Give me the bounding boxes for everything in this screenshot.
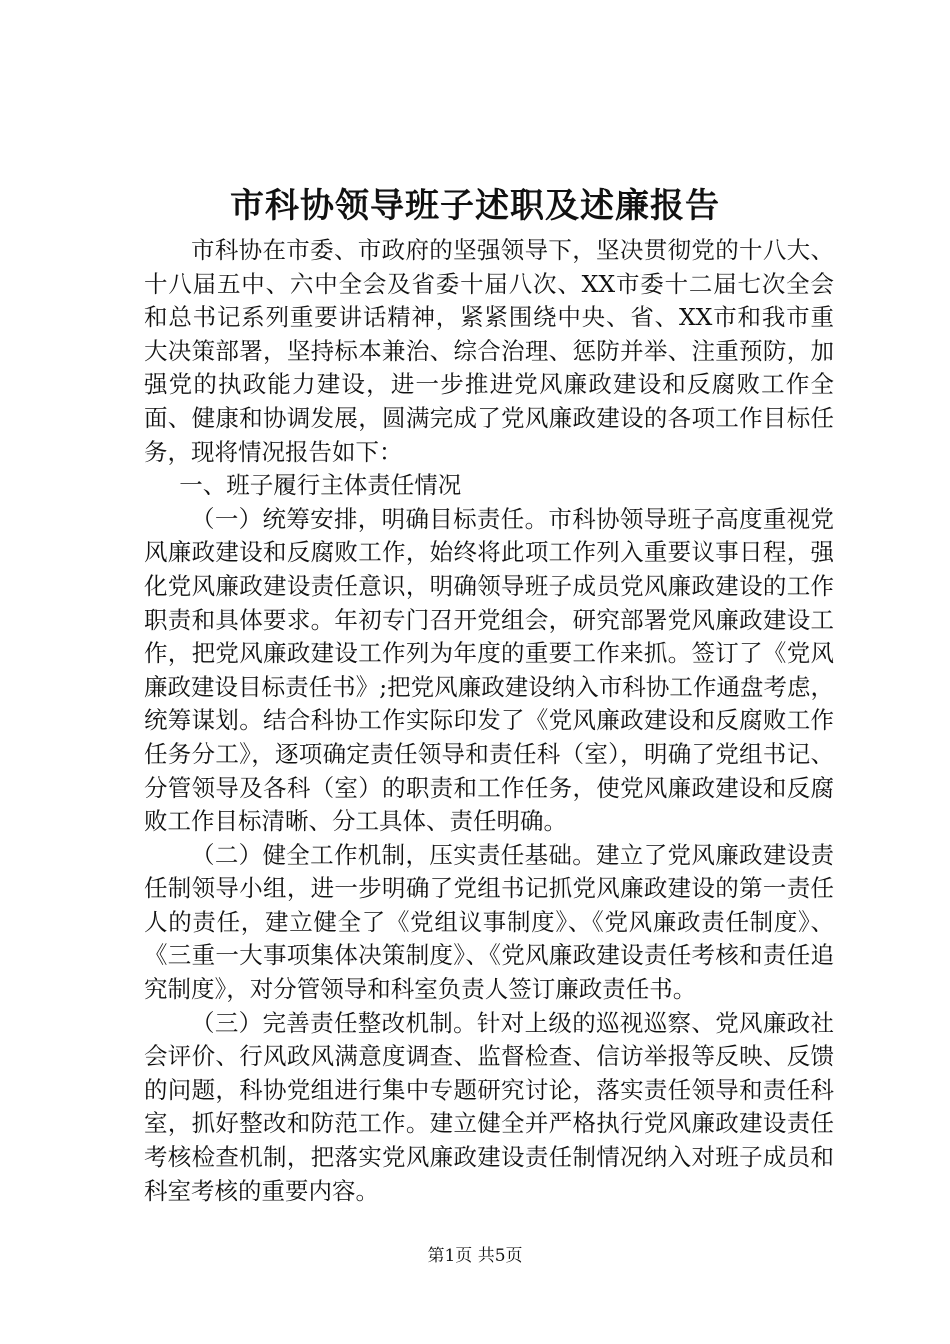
page-footer: 第1页 共5页 <box>427 1246 523 1266</box>
body-paragraph-2: （二）健全工作机制，压实责任基础。建立了党风廉政建设责任制领导小组，进一步明确了党组书记抓党风廉政建设的第一责任人的责任，建立健全了《党组议事制度》、《党风廉政责任制度》、《三重一大事项集体决策制度》、《党风廉政建设责任考核和责任追究制度》，对分管领导和科室负责人签订廉政责任书。 <box>144 840 834 1004</box>
document-body <box>144 234 834 1208</box>
body-paragraph-1: （一）统筹安排，明确目标责任。市科协领导班子高度重视党风廉政建设和反腐败工作，始终将此项工作列入重要议事日程，强化党风廉政建设责任意识，明确领导班子成员党风廉政建设的工作职责和具体要求。年初专门召开党组会，研究部署党风廉政建设工作，把党风廉政建设工作列为年度的重要工作来抓。签订了《党风廉政建设目标责任书》;把党风廉政建设纳入市科协工作通盘考虑，统筹谋划。结合科协工作实际印发了《党风廉政建设和反腐败工作任务分工》，逐项确定责任领导和责任科（室），明确了党组书记、分管领导及各科（室）的职责和工作任务，使党风廉政建设和反腐败工作目标清晰、分工具体、责任明确。 <box>144 504 834 836</box>
document-title: 市科协领导班子述职及述廉报告 <box>230 186 720 226</box>
section-heading: 一、班子履行主体责任情况 <box>179 471 462 500</box>
body-paragraph-3: （三）完善责任整改机制。针对上级的巡视巡察、党风廉政社会评价、行风政风满意度调查、监督检查、信访举报等反映、反馈的问题，科协党组进行集中专题研究讨论，落实责任领导和责任科室，抓好整改和防范工作。建立健全并严格执行党风廉政建设责任考核检查机制，把落实党风廉政建设责任制情况纳入对班子成员和科室考核的重要内容。 <box>144 1008 834 1205</box>
intro-paragraph: 市科协在市委、市政府的坚强领导下，坚决贯彻党的十八大、十八届五中、六中全会及省委十届八次、XX市委十二届七次全会和总书记系列重要讲话精神，紧紧围绕中央、省、XX市和我市重大决策部署，坚持标本兼治、综合治理、惩防并举、注重预防，加强党的执政能力建设，进一步推进党风廉政建设和反腐败工作全面、健康和协调发展，圆满完成了党风廉政建设的各项工作目标任务，现将情况报告如下： <box>144 236 834 466</box>
